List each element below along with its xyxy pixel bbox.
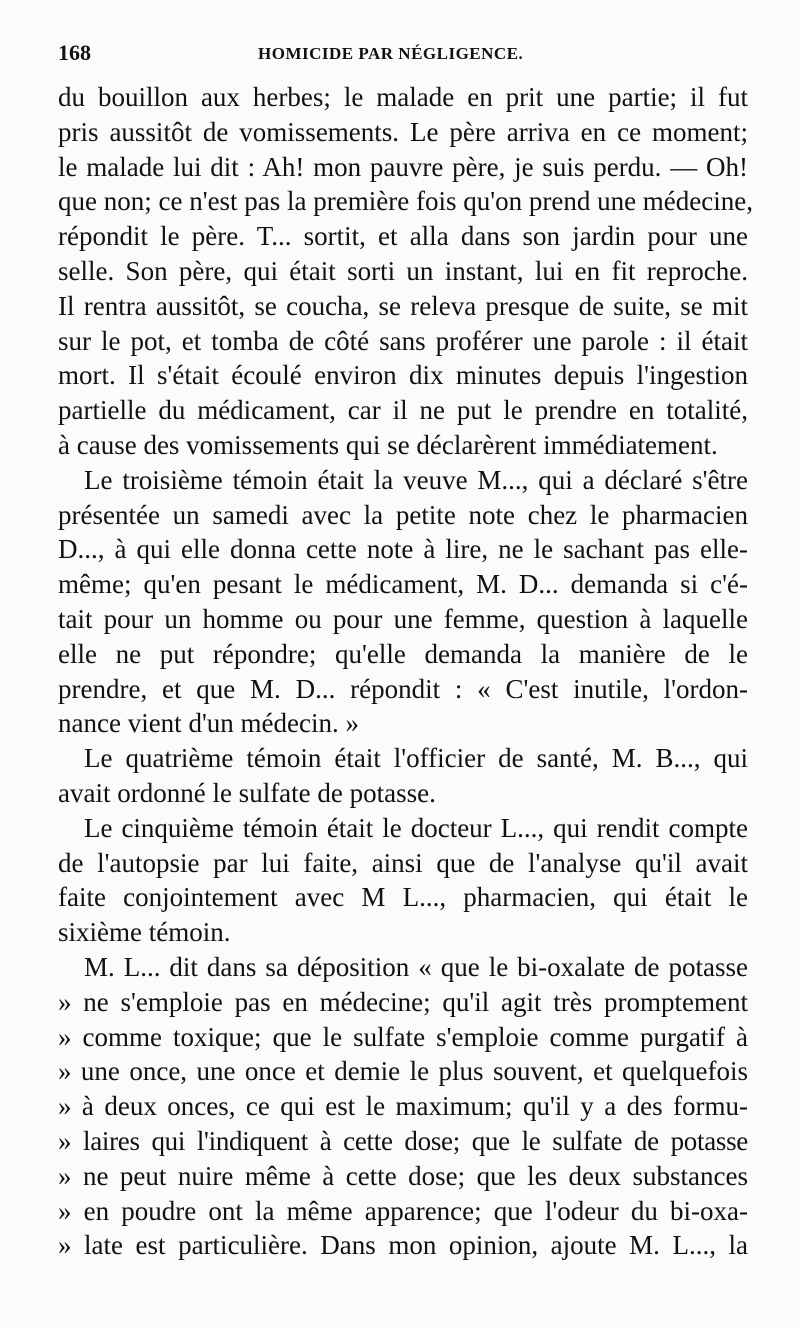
text-line: » ne s'emploie pas en médecine; qu'il agit très promptement [58,986,748,1017]
body-text [58,80,753,1263]
text-line: à cause des vomissements qui se déclarèrent immédiatement. [58,429,718,460]
text-line: pris aussitôt de vomissements. Le père arriva en ce moment; [58,116,748,147]
running-title: HOMICIDE PAR NÉGLIGENCE. [258,44,524,63]
page-number: 168 [58,40,91,65]
text-line: D..., à qui elle donna cette note à lire, ne le sachant pas elle- [58,534,748,565]
text-line: même; qu'en pesant le médicament, M. D... demanda si c'é- [58,569,748,600]
text-line: le malade lui dit : Ah! mon pauvre père, je suis perdu. — Oh! [58,151,748,182]
page-header [58,40,748,74]
text-line: Le cinquième témoin était le docteur L..., qui rendit compte [84,812,748,843]
text-line: M. L... dit dans sa déposition « que le bi-oxalate de potasse [84,951,748,982]
text-line: faite conjointement avec M L..., pharmacien, qui était le [58,882,748,913]
text-line: » à deux onces, ce qui est le maximum; qu'il y a des formu- [58,1091,748,1122]
text-line: » en poudre ont la même apparence; que l'odeur du bi-oxa- [58,1195,748,1226]
text-line: tait pour un homme ou pour une femme, question à laquelle [58,603,748,634]
text-line: avait ordonné le sulfate de potasse. [58,777,436,808]
text-line: que non; ce n'est pas la première fois qu'on prend une médecine, [58,186,753,217]
text-line: présentée un samedi avec la petite note chez le pharmacien [58,499,748,530]
text-line: Il rentra aussitôt, se coucha, se releva presque de suite, se mit [58,290,748,321]
text-line: sur le pot, et tomba de côté sans proférer une parole : il était [58,325,748,356]
text-line: » une once, une once et demie le plus souvent, et quelquefois [58,1056,748,1087]
text-line: selle. Son père, qui était sorti un instant, lui en fit reproche. [58,255,748,286]
text-line: » laires qui l'indiquent à cette dose; que le sulfate de potasse [58,1125,748,1156]
text-line: sixième témoin. [58,917,231,948]
text-line: partielle du médicament, car il ne put le prendre en totalité, [58,395,748,426]
text-line: de l'autopsie par lui faite, ainsi que de l'analyse qu'il avait [58,847,748,878]
text-line: Le troisième témoin était la veuve M..., qui a déclaré s'être [84,464,748,495]
text-line: nance vient d'un médecin. » [58,708,360,739]
text-line: » comme toxique; que le sulfate s'emploie comme purgatif à [58,1021,748,1052]
text-line: » late est particulière. Dans mon opinion, ajoute M. L..., la [58,1230,748,1261]
text-line: du bouillon aux herbes; le malade en prit une partie; il fut [58,82,748,112]
text-line: Le quatrième témoin était l'officier de santé, M. B..., qui [84,743,748,774]
text-line: mort. Il s'était écoulé environ dix minutes depuis l'ingestion [58,360,748,391]
text-line: répondit le père. T... sortit, et alla dans son jardin pour une [58,221,748,252]
text-line: prendre, et que M. D... répondit : « C'est inutile, l'ordon- [58,673,748,704]
text-line: » ne peut nuire même à cette dose; que les deux substances [58,1160,748,1191]
text-line: elle ne put répondre; qu'elle demanda la manière de le [58,638,748,669]
